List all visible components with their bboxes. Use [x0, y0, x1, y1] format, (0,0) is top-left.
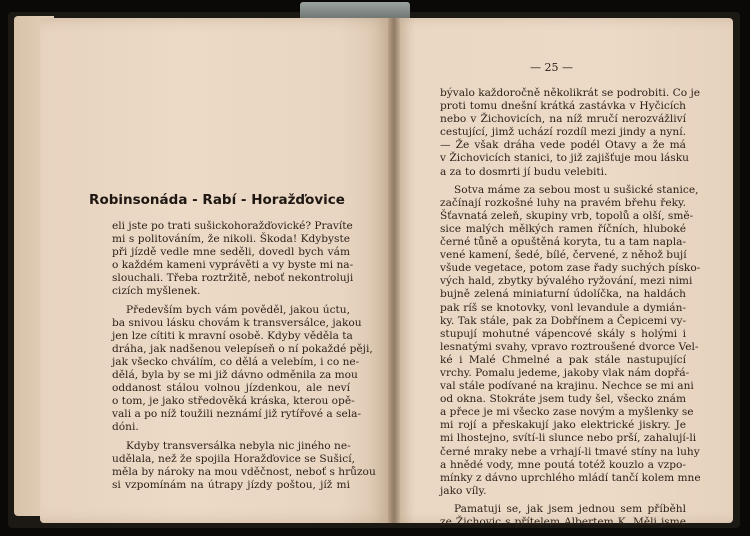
text-line: eli jste po trati sušickohoražďovické? Pravíte: [112, 220, 353, 232]
left-page-text: [112, 220, 376, 492]
text-line: dráha, jak nadšenou velepíseň o ní pokaždé pěji,: [112, 342, 373, 355]
text-line: a přece je mi všecko zase novým a myšlenky se: [440, 406, 694, 419]
text-line: mi lhostejno, svítí-li slunce nebo prší, zahalují-li: [440, 432, 697, 445]
text-line: sice malých mělkých ramen říčních, hluboké: [440, 222, 686, 235]
text-line: cestující, jimž uchází rozdíl mezi jindy a nyní.: [440, 126, 686, 139]
text-line: dóni.: [112, 421, 139, 434]
text-line: ky. Tak stále, pak za Dobřínem a Čepicemi vy-: [440, 314, 687, 327]
text-line: a za to dosmrti jí budu velebiti.: [440, 165, 608, 178]
text-line: jak všecko chválím, co dělá a velebím, i co ne-: [112, 355, 360, 368]
text-line: vých hald, zbytky bývalého ryžování, mezi nimi: [440, 275, 693, 288]
text-line: ze Žichovic s přítelem Albertem K. Měli jsme: [440, 516, 686, 528]
text-line: bujně zelená miniaturní údolíčka, na haldách: [440, 288, 686, 301]
text-line: o tom, je jako středověká kráska, kterou opě-: [112, 395, 355, 408]
text-line: Sotva máme za sebou most u sušické stanice,: [454, 183, 699, 196]
text-line: při jízdě vedle mne seděli, dovedl bych vám: [112, 246, 350, 259]
text-line: val stále podívané na krajinu. Nechce se mi ani: [440, 380, 694, 393]
text-line: si vzpomínám na útrapy jízdy poštou, jíž mi: [112, 478, 350, 491]
text-line: jako víly.: [440, 484, 487, 497]
text-line: stupují mohutné vápencové skály s holými i: [440, 327, 686, 340]
text-line: ké i Malé Chmelné a pak stále nastupující: [440, 353, 686, 366]
text-line: pak ríš se knotovky, vonl levandule a dymián-: [440, 301, 686, 314]
text-line: slouchali. Třeba roztržitě, neboť nekontroluji: [112, 272, 354, 285]
text-line: Pamatuji se, jak jsem jednou sem příběhl: [454, 502, 686, 515]
text-line: oddanost stálou volnou jízdenkou, ale neví: [112, 382, 350, 395]
text-line: mi s politováním, že nikoli. Škoda! Kdybyste: [112, 233, 350, 246]
text-line: začínají rozkošné luhy na pravém břehu řeky.: [440, 196, 686, 209]
text-line: dělá, byla by se mi již dávno odměnila za mou: [112, 369, 358, 382]
text-line: v Žichovicích stanici, to již zajišťuje mou lásku: [440, 152, 689, 165]
chapter-title: Robinsonáda - Rabí - Horažďovice: [89, 192, 345, 208]
text-line: vené kamení, šedé, bílé, červené, z něhož bují: [440, 249, 687, 262]
text-line: jen lze cítiti k mravní osobě. Kdyby věděla ta: [112, 329, 353, 342]
text-line: Šťavnatá zeleň, skupiny vrb, topolů a olší, smě-: [440, 209, 694, 222]
text-line: cizích myšlenek.: [112, 285, 201, 298]
text-line: proti tomu dnešní krátká zastávka v Hyčicích: [440, 100, 686, 113]
text-line: Především bych vám pověděl, jakou úctu,: [126, 303, 350, 316]
text-line: lesnatými svahy, vpravo roztroušené dvorce Vel-: [440, 340, 699, 353]
text-line: černé mraky nebe a vrhají-li tmavé stíny na luhy: [440, 445, 700, 458]
text-line: a hnědé vody, mne poutá totéž kouzlo a vzpo-: [440, 458, 686, 471]
text-line: ba snivou lásku chovám k transversálce, jakou: [112, 316, 362, 329]
text-line: — Že však dráha vede podél Otavy a že má: [440, 139, 686, 152]
text-line: udělala, než že spojila Horažďovice se Sušicí,: [112, 452, 355, 465]
text-line: bývalo každoročně několikrát se podrobiti. Co je: [440, 87, 701, 99]
text-line: od okna. Stokráte jsem tudy šel, všecko znám: [440, 393, 686, 406]
page-number: — 25 —: [530, 61, 573, 74]
text-line: všude vegetace, potom zase řady suchých písko-: [440, 262, 701, 275]
text-line: nebo v Žichovicích, na níž mručí nerozvážliví: [440, 113, 686, 126]
text-line: mi rojí a přeskakují jako elektrické jiskry. Je: [440, 419, 686, 432]
text-line: vali a po níž toužili neznámí již rytířové a sela-: [112, 408, 362, 421]
text-line: vrchy. Pomalu jedeme, jakoby vlak nám dopřá-: [440, 366, 690, 379]
text-line: Kdyby transversálka nebyla nic jiného ne-: [126, 439, 351, 452]
text-line: o každém kameni vyprávěti a vy byste mi na-: [112, 259, 354, 272]
right-page-text: [440, 87, 701, 529]
book-gutter: [388, 18, 400, 523]
text-line: černé tůně a opuštěná koryta, tu a tam napla-: [440, 236, 686, 249]
text-line: měla by nároky na mou vděčnost, neboť s hrůzou: [112, 465, 376, 478]
text-line: mínky z dávno uprchlého mládí tančí kolem mne: [440, 471, 701, 484]
